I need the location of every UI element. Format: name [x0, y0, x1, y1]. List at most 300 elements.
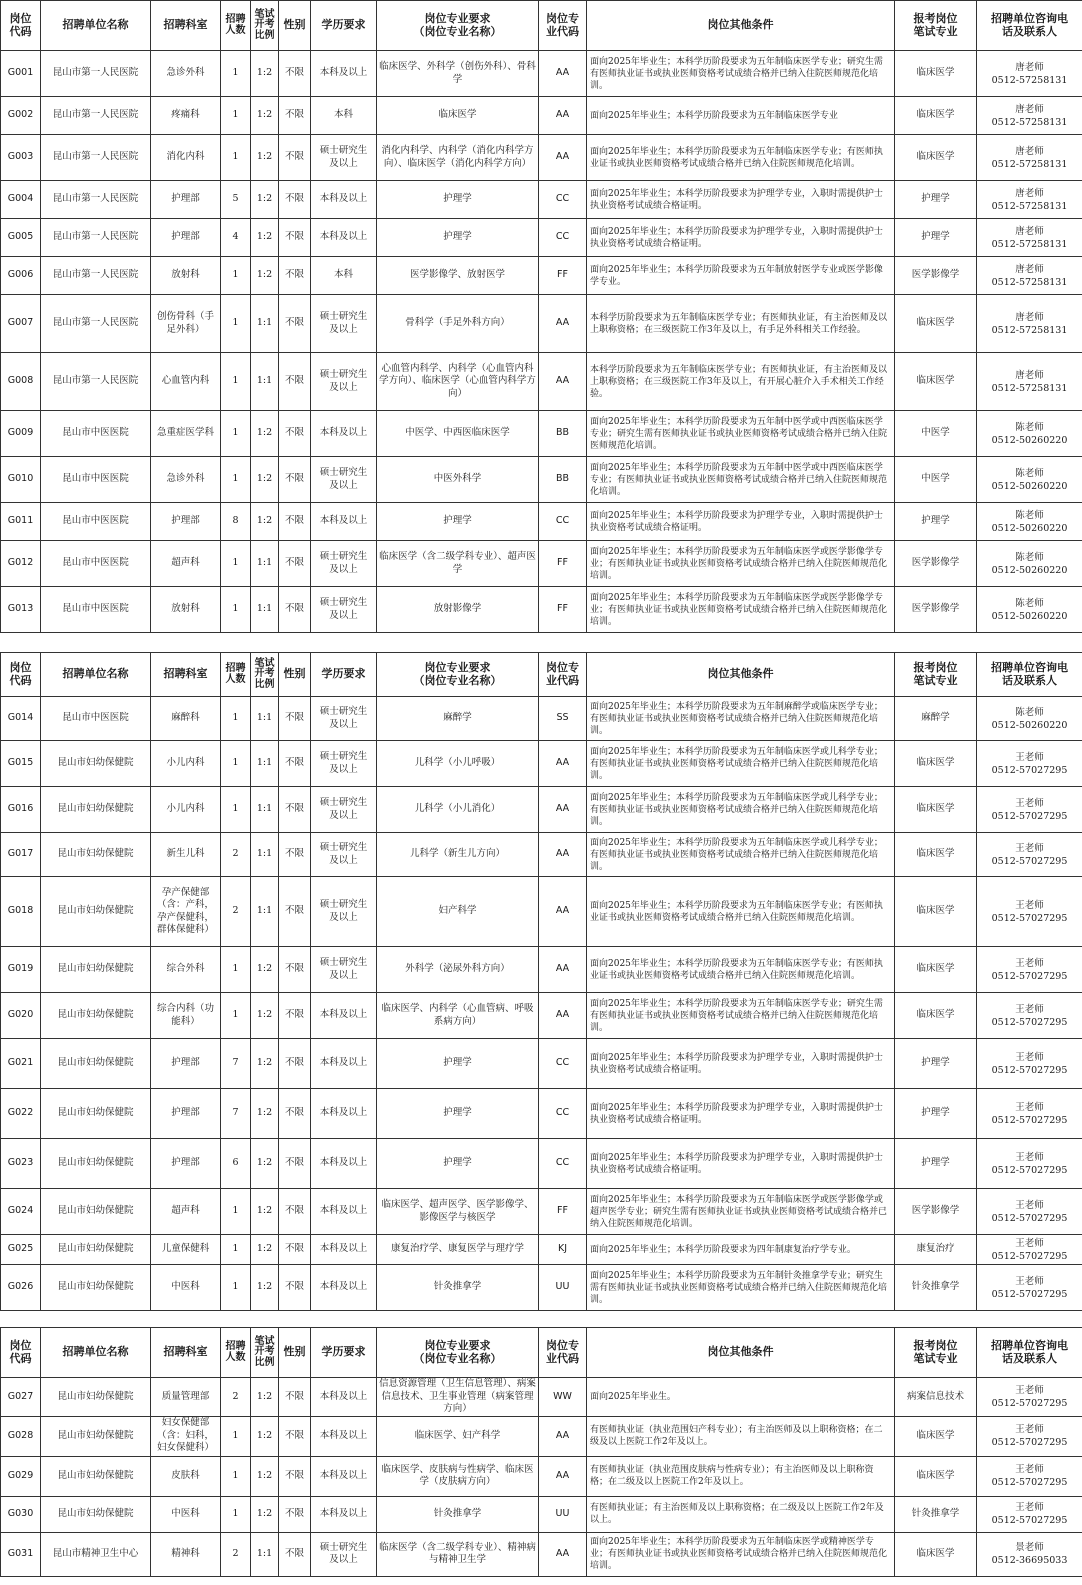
- contact-cell: 唐老师 0512-57258131: [977, 257, 1082, 295]
- major-requirement-cell: 临床医学、妇产科学: [377, 1416, 539, 1456]
- headcount-cell: 1: [221, 1456, 251, 1496]
- headcount-cell: 1: [221, 1235, 251, 1265]
- department-cell: 小儿内科: [151, 741, 221, 787]
- major-requirement-cell: 临床医学、皮肤病与性病学、临床医学（皮肤病方向）: [377, 1456, 539, 1496]
- header-exam-ratio: 笔试 开考 比例: [251, 653, 279, 697]
- header-contact: 招聘单位咨询电 话及联系人: [977, 653, 1082, 697]
- major-code-cell: AA: [539, 833, 587, 877]
- department-cell: 护理部: [151, 1089, 221, 1139]
- headcount-cell: 8: [221, 503, 251, 541]
- post-code-cell: G029: [1, 1456, 41, 1496]
- exam-subject-cell: 临床医学: [895, 1416, 977, 1456]
- table-header-row: [1, 1, 1082, 51]
- exam-ratio-cell: 1:2: [251, 1189, 279, 1235]
- exam-subject-cell: 临床医学: [895, 833, 977, 877]
- exam-ratio-cell: 1:1: [251, 697, 279, 741]
- other-conditions-cell: 面向2025年毕业生；本科学历阶段要求为五年制临床医学或医学影像学或超声医学专业；研究生需有医师执业证书或执业医师资格考试成绩合格并已纳入住院医师规范化培训。: [587, 1189, 895, 1235]
- table-row: [1, 741, 1082, 787]
- education-cell: 本科及以上: [311, 1039, 377, 1089]
- unit-name-cell: 昆山市妇幼保健院: [41, 787, 151, 833]
- headcount-cell: 1: [221, 787, 251, 833]
- header-major-requirement: 岗位专业要求 （岗位专业名称）: [377, 1328, 539, 1378]
- exam-ratio-cell: 1:2: [251, 947, 279, 993]
- gender-cell: 不限: [279, 1139, 311, 1189]
- post-code-cell: G022: [1, 1089, 41, 1139]
- contact-cell: 王老师 0512-57027295: [977, 1378, 1082, 1417]
- other-conditions-cell: 面向2025年毕业生；本科学历阶段要求为护理学专业，入职时需提供护士执业资格考试成绩合格证明。: [587, 503, 895, 541]
- contact-cell: 唐老师 0512-57258131: [977, 295, 1082, 353]
- headcount-cell: 1: [221, 257, 251, 295]
- contact-cell: 王老师 0512-57027295: [977, 1089, 1082, 1139]
- unit-name-cell: 昆山市妇幼保健院: [41, 1139, 151, 1189]
- unit-name-cell: 昆山市中医医院: [41, 457, 151, 503]
- header-department: 招聘科室: [151, 1, 221, 51]
- department-cell: 新生儿科: [151, 833, 221, 877]
- headcount-cell: 1: [221, 97, 251, 135]
- unit-name-cell: 昆山市第一人民医院: [41, 51, 151, 97]
- table-row: [1, 457, 1082, 503]
- contact-cell: 王老师 0512-57027295: [977, 1496, 1082, 1532]
- department-cell: 中医科: [151, 1496, 221, 1532]
- major-requirement-cell: 心血管内科学、内科学（心血管内科学方向）、临床医学（心血管内科学方向）: [377, 353, 539, 411]
- major-requirement-cell: 信息资源管理（卫生信息管理）、病案信息技术、卫生事业管理（病案管理方向）: [377, 1378, 539, 1417]
- gender-cell: 不限: [279, 1456, 311, 1496]
- education-cell: 本科及以上: [311, 1139, 377, 1189]
- unit-name-cell: 昆山市妇幼保健院: [41, 877, 151, 947]
- gender-cell: 不限: [279, 877, 311, 947]
- exam-ratio-cell: 1:1: [251, 877, 279, 947]
- gender-cell: 不限: [279, 1039, 311, 1089]
- headcount-cell: 1: [221, 1496, 251, 1532]
- table-row: [1, 219, 1082, 257]
- header-headcount: 招聘 人数: [221, 1328, 251, 1378]
- major-requirement-cell: 医学影像学、放射医学: [377, 257, 539, 295]
- headcount-cell: 7: [221, 1089, 251, 1139]
- exam-subject-cell: 医学影像学: [895, 541, 977, 587]
- exam-subject-cell: 护理学: [895, 219, 977, 257]
- major-code-cell: FF: [539, 1189, 587, 1235]
- post-code-cell: G015: [1, 741, 41, 787]
- gender-cell: 不限: [279, 219, 311, 257]
- unit-name-cell: 昆山市中医医院: [41, 503, 151, 541]
- headcount-cell: 1: [221, 1265, 251, 1311]
- gender-cell: 不限: [279, 833, 311, 877]
- table-row: [1, 1532, 1082, 1576]
- exam-ratio-cell: 1:1: [251, 295, 279, 353]
- exam-subject-cell: 临床医学: [895, 1532, 977, 1576]
- major-code-cell: AA: [539, 1416, 587, 1456]
- headcount-cell: 6: [221, 1139, 251, 1189]
- education-cell: 硕士研究生 及以上: [311, 947, 377, 993]
- exam-ratio-cell: 1:2: [251, 1039, 279, 1089]
- other-conditions-cell: 面向2025年毕业生；本科学历阶段要求为五年制临床医学或精神医学专业；有医师执业证书或执业医师资格考试成绩合格并已纳入住院医师规范化培训。: [587, 1532, 895, 1576]
- department-cell: 护理部: [151, 1039, 221, 1089]
- table-row: [1, 181, 1082, 219]
- post-code-cell: G026: [1, 1265, 41, 1311]
- exam-ratio-cell: 1:2: [251, 51, 279, 97]
- contact-cell: 陈老师 0512-50260220: [977, 503, 1082, 541]
- exam-ratio-cell: 1:2: [251, 135, 279, 181]
- headcount-cell: 4: [221, 219, 251, 257]
- contact-cell: 唐老师 0512-57258131: [977, 219, 1082, 257]
- exam-subject-cell: 护理学: [895, 1139, 977, 1189]
- major-code-cell: CC: [539, 1089, 587, 1139]
- education-cell: 硕士研究生 及以上: [311, 697, 377, 741]
- unit-name-cell: 昆山市精神卫生中心: [41, 1532, 151, 1576]
- other-conditions-cell: 面向2025年毕业生；本科学历阶段要求为五年制中医学或中西医临床医学专业；有医师执业证书或执业医师资格考试成绩合格并已纳入住院医师规范化培训。: [587, 457, 895, 503]
- major-code-cell: BB: [539, 457, 587, 503]
- header-unit-name: 招聘单位名称: [41, 1, 151, 51]
- unit-name-cell: 昆山市第一人民医院: [41, 257, 151, 295]
- table-row: [1, 1039, 1082, 1089]
- major-requirement-cell: 放射影像学: [377, 587, 539, 633]
- unit-name-cell: 昆山市中医医院: [41, 587, 151, 633]
- header-major-code: 岗位专 业代码: [539, 1, 587, 51]
- post-code-cell: G025: [1, 1235, 41, 1265]
- department-cell: 妇女保健部（含：妇科，妇女保健科）: [151, 1416, 221, 1456]
- education-cell: 本科及以上: [311, 51, 377, 97]
- education-cell: 本科及以上: [311, 1089, 377, 1139]
- table-row: [1, 993, 1082, 1039]
- other-conditions-cell: 面向2025年毕业生；本科学历阶段要求为五年制放射医学专业或医学影像学专业。: [587, 257, 895, 295]
- education-cell: 本科及以上: [311, 411, 377, 457]
- major-code-cell: CC: [539, 181, 587, 219]
- major-code-cell: AA: [539, 787, 587, 833]
- major-requirement-cell: 麻醉学: [377, 697, 539, 741]
- other-conditions-cell: 面向2025年毕业生；本科学历阶段要求为五年制临床医学专业；研究生需有医师执业证书或执业医师资格考试成绩合格并已纳入住院医师规范化培训。: [587, 51, 895, 97]
- table-row: [1, 1265, 1082, 1311]
- education-cell: 本科: [311, 97, 377, 135]
- major-requirement-cell: 护理学: [377, 1089, 539, 1139]
- exam-subject-cell: 护理学: [895, 1039, 977, 1089]
- exam-ratio-cell: 1:1: [251, 741, 279, 787]
- unit-name-cell: 昆山市第一人民医院: [41, 353, 151, 411]
- header-education: 学历要求: [311, 653, 377, 697]
- headcount-cell: 2: [221, 1378, 251, 1417]
- unit-name-cell: 昆山市妇幼保健院: [41, 1089, 151, 1139]
- exam-subject-cell: 病案信息技术: [895, 1378, 977, 1417]
- major-code-cell: AA: [539, 1532, 587, 1576]
- exam-subject-cell: 临床医学: [895, 993, 977, 1039]
- major-code-cell: UU: [539, 1265, 587, 1311]
- header-other-conditions: 岗位其他条件: [587, 1328, 895, 1378]
- other-conditions-cell: 有医师执业证（执业范围皮肤病与性病专业）；有主治医师及以上职称资格；在二级及以上医院工作2年及以上。: [587, 1456, 895, 1496]
- gender-cell: 不限: [279, 787, 311, 833]
- header-exam-ratio: 笔试 开考 比例: [251, 1, 279, 51]
- unit-name-cell: 昆山市妇幼保健院: [41, 1189, 151, 1235]
- post-code-cell: G030: [1, 1496, 41, 1532]
- exam-ratio-cell: 1:2: [251, 97, 279, 135]
- major-requirement-cell: 骨科学（手足外科方向）: [377, 295, 539, 353]
- education-cell: 本科及以上: [311, 1378, 377, 1417]
- major-code-cell: CC: [539, 503, 587, 541]
- header-contact: 招聘单位咨询电 话及联系人: [977, 1, 1082, 51]
- contact-cell: 唐老师 0512-57258131: [977, 51, 1082, 97]
- table-row: [1, 411, 1082, 457]
- contact-cell: 王老师 0512-57027295: [977, 1265, 1082, 1311]
- major-requirement-cell: 护理学: [377, 1039, 539, 1089]
- education-cell: 硕士研究生 及以上: [311, 877, 377, 947]
- header-unit-name: 招聘单位名称: [41, 653, 151, 697]
- exam-subject-cell: 临床医学: [895, 295, 977, 353]
- education-cell: 硕士研究生 及以上: [311, 741, 377, 787]
- other-conditions-cell: 面向2025年毕业生；本科学历阶段要求为五年制临床医学专业；有医师执业证书或执业医师资格考试成绩合格并已纳入住院医师规范化培训。: [587, 947, 895, 993]
- unit-name-cell: 昆山市第一人民医院: [41, 295, 151, 353]
- unit-name-cell: 昆山市中医医院: [41, 697, 151, 741]
- post-code-cell: G017: [1, 833, 41, 877]
- unit-name-cell: 昆山市妇幼保健院: [41, 1416, 151, 1456]
- exam-ratio-cell: 1:1: [251, 541, 279, 587]
- exam-ratio-cell: 1:2: [251, 1139, 279, 1189]
- other-conditions-cell: 面向2025年毕业生；本科学历阶段要求为护理学专业，入职时需提供护士执业资格考试成绩合格证明。: [587, 1139, 895, 1189]
- post-code-cell: G019: [1, 947, 41, 993]
- major-code-cell: UU: [539, 1496, 587, 1532]
- header-education: 学历要求: [311, 1, 377, 51]
- education-cell: 本科及以上: [311, 1189, 377, 1235]
- exam-subject-cell: 临床医学: [895, 353, 977, 411]
- contact-cell: 王老师 0512-57027295: [977, 1189, 1082, 1235]
- headcount-cell: 1: [221, 697, 251, 741]
- department-cell: 综合外科: [151, 947, 221, 993]
- department-cell: 护理部: [151, 219, 221, 257]
- gender-cell: 不限: [279, 411, 311, 457]
- exam-ratio-cell: 1:2: [251, 411, 279, 457]
- headcount-cell: 5: [221, 181, 251, 219]
- exam-subject-cell: 护理学: [895, 181, 977, 219]
- major-requirement-cell: 临床医学、超声医学、医学影像学、影像医学与核医学: [377, 1189, 539, 1235]
- post-code-cell: G027: [1, 1378, 41, 1417]
- department-cell: 小儿内科: [151, 787, 221, 833]
- other-conditions-cell: 面向2025年毕业生；本科学历阶段要求为五年制临床医学专业: [587, 97, 895, 135]
- major-requirement-cell: 护理学: [377, 503, 539, 541]
- exam-subject-cell: 临床医学: [895, 877, 977, 947]
- exam-subject-cell: 中医学: [895, 411, 977, 457]
- exam-ratio-cell: 1:2: [251, 1456, 279, 1496]
- header-gender: 性别: [279, 1328, 311, 1378]
- headcount-cell: 1: [221, 353, 251, 411]
- education-cell: 本科: [311, 257, 377, 295]
- other-conditions-cell: 面向2025年毕业生；本科学历阶段要求为五年制临床医学或医学影像学专业；有医师执业证书或执业医师资格考试成绩合格并已纳入住院医师规范化培训。: [587, 587, 895, 633]
- major-requirement-cell: 儿科学（小儿消化）: [377, 787, 539, 833]
- unit-name-cell: 昆山市妇幼保健院: [41, 1378, 151, 1417]
- other-conditions-cell: 面向2025年毕业生；本科学历阶段要求为五年制临床医学专业；研究生需有医师执业证书或执业医师资格考试成绩合格并已纳入住院医师规范化培训。: [587, 993, 895, 1039]
- exam-ratio-cell: 1:1: [251, 587, 279, 633]
- education-cell: 本科及以上: [311, 1456, 377, 1496]
- other-conditions-cell: 有医师执业证；有主治医师及以上职称资格；在二级及以上医院工作2年及以上。: [587, 1496, 895, 1532]
- gender-cell: 不限: [279, 257, 311, 295]
- gender-cell: 不限: [279, 741, 311, 787]
- contact-cell: 唐老师 0512-57258131: [977, 135, 1082, 181]
- post-code-cell: G020: [1, 993, 41, 1039]
- gender-cell: 不限: [279, 1416, 311, 1456]
- recruitment-table-part-2: [0, 652, 1082, 1311]
- contact-cell: 王老师 0512-57027295: [977, 1416, 1082, 1456]
- contact-cell: 陈老师 0512-50260220: [977, 411, 1082, 457]
- table-row: [1, 1456, 1082, 1496]
- gender-cell: 不限: [279, 503, 311, 541]
- header-headcount: 招聘 人数: [221, 1, 251, 51]
- major-requirement-cell: 针灸推拿学: [377, 1265, 539, 1311]
- header-department: 招聘科室: [151, 1328, 221, 1378]
- headcount-cell: 1: [221, 947, 251, 993]
- post-code-cell: G008: [1, 353, 41, 411]
- post-code-cell: G014: [1, 697, 41, 741]
- exam-ratio-cell: 1:1: [251, 1532, 279, 1576]
- table-row: [1, 541, 1082, 587]
- gender-cell: 不限: [279, 587, 311, 633]
- headcount-cell: 1: [221, 51, 251, 97]
- contact-cell: 王老师 0512-57027295: [977, 1039, 1082, 1089]
- other-conditions-cell: 本科学历阶段要求为五年制临床医学专业；有医师执业证，有主治医师及以上职称资格；在三级医院工作3年及以上，有开展心脏介入手术相关工作经验。: [587, 353, 895, 411]
- gender-cell: 不限: [279, 457, 311, 503]
- exam-ratio-cell: 1:2: [251, 181, 279, 219]
- other-conditions-cell: 面向2025年毕业生；本科学历阶段要求为护理学专业，入职时需提供护士执业资格考试成绩合格证明。: [587, 181, 895, 219]
- header-unit-name: 招聘单位名称: [41, 1328, 151, 1378]
- post-code-cell: G016: [1, 787, 41, 833]
- other-conditions-cell: 面向2025年毕业生；本科学历阶段要求为五年制中医学或中西医临床医学专业；研究生需有医师执业证书或执业医师资格考试成绩合格并已纳入住院医师规范化培训。: [587, 411, 895, 457]
- exam-subject-cell: 临床医学: [895, 51, 977, 97]
- table-row: [1, 503, 1082, 541]
- table-row: [1, 1416, 1082, 1456]
- exam-subject-cell: 护理学: [895, 503, 977, 541]
- education-cell: 本科及以上: [311, 1496, 377, 1532]
- headcount-cell: 2: [221, 877, 251, 947]
- table-row: [1, 135, 1082, 181]
- contact-cell: 景老师 0512-36695033: [977, 1532, 1082, 1576]
- major-requirement-cell: 护理学: [377, 219, 539, 257]
- education-cell: 硕士研究生 及以上: [311, 353, 377, 411]
- major-requirement-cell: 临床医学（含二级学科专业）、超声医学: [377, 541, 539, 587]
- major-code-cell: AA: [539, 1456, 587, 1496]
- education-cell: 硕士研究生 及以上: [311, 587, 377, 633]
- post-code-cell: G012: [1, 541, 41, 587]
- table-row: [1, 587, 1082, 633]
- gender-cell: 不限: [279, 1532, 311, 1576]
- exam-ratio-cell: 1:2: [251, 1235, 279, 1265]
- other-conditions-cell: 面向2025年毕业生；本科学历阶段要求为五年制临床医学或医学影像学专业；有医师执业证书或执业医师资格考试成绩合格并已纳入住院医师规范化培训。: [587, 541, 895, 587]
- contact-cell: 王老师 0512-57027295: [977, 1139, 1082, 1189]
- post-code-cell: G003: [1, 135, 41, 181]
- major-requirement-cell: 康复治疗学、康复医学与理疗学: [377, 1235, 539, 1265]
- other-conditions-cell: 面向2025年毕业生；本科学历阶段要求为护理学专业，入职时需提供护士执业资格考试成绩合格证明。: [587, 1089, 895, 1139]
- post-code-cell: G002: [1, 97, 41, 135]
- education-cell: 本科及以上: [311, 1416, 377, 1456]
- headcount-cell: 1: [221, 295, 251, 353]
- contact-cell: 王老师 0512-57027295: [977, 741, 1082, 787]
- contact-cell: 王老师 0512-57027295: [977, 833, 1082, 877]
- major-code-cell: SS: [539, 697, 587, 741]
- headcount-cell: 2: [221, 833, 251, 877]
- other-conditions-cell: 面向2025年毕业生；本科学历阶段要求为五年制针灸推拿学专业；研究生需有医师执业证书或执业医师资格考试成绩合格并已纳入住院医师规范化培训。: [587, 1265, 895, 1311]
- major-requirement-cell: 临床医学（含二级学科专业）、精神病与精神卫生学: [377, 1532, 539, 1576]
- major-requirement-cell: 中医外科学: [377, 457, 539, 503]
- exam-ratio-cell: 1:2: [251, 1416, 279, 1456]
- other-conditions-cell: 面向2025年毕业生；本科学历阶段要求为四年制康复治疗学专业。: [587, 1235, 895, 1265]
- exam-subject-cell: 医学影像学: [895, 1189, 977, 1235]
- gender-cell: 不限: [279, 1496, 311, 1532]
- post-code-cell: G007: [1, 295, 41, 353]
- header-exam-subject: 报考岗位 笔试专业: [895, 1328, 977, 1378]
- exam-subject-cell: 护理学: [895, 1089, 977, 1139]
- major-requirement-cell: 妇产科学: [377, 877, 539, 947]
- major-requirement-cell: 护理学: [377, 181, 539, 219]
- post-code-cell: G004: [1, 181, 41, 219]
- exam-subject-cell: 针灸推拿学: [895, 1265, 977, 1311]
- department-cell: 皮肤科: [151, 1456, 221, 1496]
- gender-cell: 不限: [279, 697, 311, 741]
- major-code-cell: CC: [539, 1139, 587, 1189]
- other-conditions-cell: 面向2025年毕业生；本科学历阶段要求为护理学专业，入职时需提供护士执业资格考试成绩合格证明。: [587, 1039, 895, 1089]
- table-row: [1, 97, 1082, 135]
- header-exam-ratio: 笔试 开考 比例: [251, 1328, 279, 1378]
- major-code-cell: AA: [539, 97, 587, 135]
- unit-name-cell: 昆山市妇幼保健院: [41, 833, 151, 877]
- contact-cell: 唐老师 0512-57258131: [977, 181, 1082, 219]
- exam-ratio-cell: 1:1: [251, 353, 279, 411]
- education-cell: 本科及以上: [311, 1235, 377, 1265]
- major-code-cell: AA: [539, 135, 587, 181]
- recruitment-table-part-1: [0, 0, 1082, 633]
- exam-ratio-cell: 1:1: [251, 787, 279, 833]
- major-code-cell: AA: [539, 947, 587, 993]
- post-code-cell: G009: [1, 411, 41, 457]
- major-code-cell: FF: [539, 541, 587, 587]
- table-row: [1, 1378, 1082, 1417]
- other-conditions-cell: 面向2025年毕业生；本科学历阶段要求为五年制临床医学专业；有医师执业证书或执业医师资格考试成绩合格并已纳入住院医师规范化培训。: [587, 135, 895, 181]
- header-other-conditions: 岗位其他条件: [587, 1, 895, 51]
- education-cell: 硕士研究生 及以上: [311, 295, 377, 353]
- headcount-cell: 1: [221, 541, 251, 587]
- contact-cell: 陈老师 0512-50260220: [977, 541, 1082, 587]
- header-headcount: 招聘 人数: [221, 653, 251, 697]
- unit-name-cell: 昆山市妇幼保健院: [41, 1265, 151, 1311]
- header-major-requirement: 岗位专业要求 （岗位专业名称）: [377, 1, 539, 51]
- header-major-code: 岗位专 业代码: [539, 653, 587, 697]
- headcount-cell: 2: [221, 1532, 251, 1576]
- headcount-cell: 1: [221, 741, 251, 787]
- education-cell: 硕士研究生 及以上: [311, 1532, 377, 1576]
- table-row: [1, 1235, 1082, 1265]
- header-major-code: 岗位专 业代码: [539, 1328, 587, 1378]
- department-cell: 放射科: [151, 257, 221, 295]
- major-requirement-cell: 外科学（泌尿外科方向）: [377, 947, 539, 993]
- exam-ratio-cell: 1:2: [251, 1265, 279, 1311]
- table-row: [1, 1189, 1082, 1235]
- post-code-cell: G024: [1, 1189, 41, 1235]
- education-cell: 本科及以上: [311, 219, 377, 257]
- post-code-cell: G013: [1, 587, 41, 633]
- major-requirement-cell: 中医学、中西医临床医学: [377, 411, 539, 457]
- education-cell: 本科及以上: [311, 1265, 377, 1311]
- exam-subject-cell: 临床医学: [895, 135, 977, 181]
- contact-cell: 王老师 0512-57027295: [977, 877, 1082, 947]
- table-row: [1, 295, 1082, 353]
- other-conditions-cell: 面向2025年毕业生；本科学历阶段要求为五年制临床医学或儿科学专业；有医师执业证书或执业医师资格考试成绩合格并已纳入住院医师规范化培训。: [587, 741, 895, 787]
- header-exam-subject: 报考岗位 笔试专业: [895, 1, 977, 51]
- headcount-cell: 1: [221, 457, 251, 503]
- headcount-cell: 1: [221, 1416, 251, 1456]
- post-code-cell: G023: [1, 1139, 41, 1189]
- post-code-cell: G005: [1, 219, 41, 257]
- header-post-code: 岗位 代码: [1, 653, 41, 697]
- header-exam-subject: 报考岗位 笔试专业: [895, 653, 977, 697]
- exam-ratio-cell: 1:2: [251, 993, 279, 1039]
- major-code-cell: AA: [539, 51, 587, 97]
- table-row: [1, 257, 1082, 295]
- exam-subject-cell: 临床医学: [895, 1456, 977, 1496]
- department-cell: 精神科: [151, 1532, 221, 1576]
- contact-cell: 王老师 0512-57027295: [977, 993, 1082, 1039]
